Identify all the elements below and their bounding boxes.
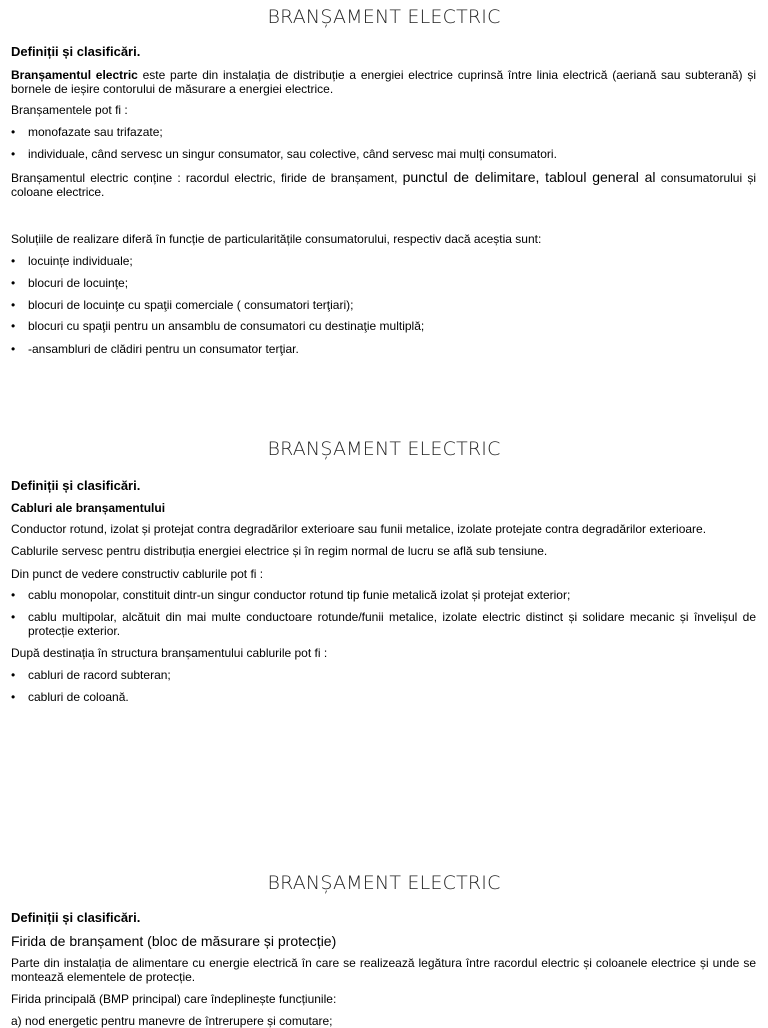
bullet-icon: • <box>11 254 16 268</box>
slide-3 <box>0 864 768 1028</box>
bullet-icon: • <box>11 342 16 356</box>
paragraph: Conductor rotund, izolat și protejat contra degradărilor exterioare sau funii metalice, izolate protejate contra degradărilor exterioare. <box>11 522 707 536</box>
bullet-icon: • <box>11 668 16 682</box>
bullet-icon: • <box>11 690 16 704</box>
contains-paragraph: Branșamentul electric conține : racordul electric, firide de branșament, punctul de delimitare, tabloul general al consumatorului și coloane electrice. <box>11 169 756 199</box>
paragraph: După destinația în structura branșamentului cablurile pot fi : <box>11 646 328 660</box>
section-heading: Definiții și clasificări. <box>11 478 141 493</box>
list-item: • cabluri de racord subteran; <box>11 668 171 682</box>
sub-heading: Firida de branșament (bloc de măsurare și protecție) <box>11 933 337 949</box>
list-item: • -ansambluri de clădiri pentru un consumator terţiar. <box>11 342 299 356</box>
slide-title: BRANȘAMENT ELECTRIC <box>267 872 501 894</box>
list-item: • blocuri cu spaţii pentru un ansamblu de consumatori cu destinaţie multiplă; <box>11 319 425 333</box>
sub-heading: Cabluri ale branșamentului <box>11 501 166 515</box>
list-item: • monofazate sau trifazate; <box>11 125 163 139</box>
types-intro: Branșamentele pot fi : <box>11 103 128 117</box>
bullet-icon: • <box>11 125 16 139</box>
section-heading: Definiții și clasificări. <box>11 910 141 925</box>
definition-text: este parte din instalația de distribuție a energiei electrice cuprinsă între linia electrică (aeriană sau subterană) și bornele de ieșire contorului de măsurare a energiei electrice. <box>11 68 756 96</box>
definition-term: Branșamentul electric <box>11 68 138 82</box>
section-heading: Definiții și clasificări. <box>11 44 141 59</box>
bullet-icon: • <box>11 319 16 333</box>
slide-title: BRANȘAMENT ELECTRIC <box>267 6 501 28</box>
bullet-icon: • <box>11 610 16 624</box>
list-item: • locuințe individuale; <box>11 254 133 268</box>
list-item: • individuale, când servesc un singur consumator, sau colective, când servesc mai mulți consumatori. <box>11 147 557 161</box>
bullet-icon: • <box>11 298 16 312</box>
list-item: • cablu monopolar, constituit dintr-un singur conductor rotund tip funie metalică izolat și protejat exterior; <box>11 588 571 602</box>
paragraph: a) nod energetic pentru manevre de întrerupere și comutare; <box>11 1014 333 1028</box>
paragraph: Din punct de vedere constructiv cablurile pot fi : <box>11 567 264 581</box>
solutions-intro: Soluțiile de realizare diferă în funcție de particularitățile consumatorului, respectiv dacă aceștia sunt: <box>11 232 542 246</box>
slide-2 <box>0 432 768 852</box>
definition-paragraph <box>11 68 756 96</box>
paragraph: Cablurile servesc pentru distribuția energiei electrice și în regim normal de lucru se află sub tensiune. <box>11 544 548 558</box>
slide-title: BRANȘAMENT ELECTRIC <box>267 438 501 460</box>
paragraph: Firida principală (BMP principal) care îndeplinește funcțiunile: <box>11 992 337 1006</box>
list-item: • cabluri de coloană. <box>11 690 129 704</box>
list-item: • cablu multipolar, alcătuit din mai multe conductoare rotunde/funii metalice, izolate electric distinct și solidare mecanic și învelișul de protecție exterior. <box>11 610 756 638</box>
list-item: • blocuri de locuințe; <box>11 276 129 290</box>
list-item: • blocuri de locuinţe cu spaţii comerciale ( consumatori terţiari); <box>11 298 354 312</box>
bullet-icon: • <box>11 276 16 290</box>
bullet-icon: • <box>11 588 16 602</box>
slide-1 <box>0 0 768 420</box>
paragraph: Parte din instalația de alimentare cu energie electrică în care se realizează legătura între racordul electric și coloanele electrice și unde se montează elementele de protecție. <box>11 956 756 984</box>
bullet-icon: • <box>11 147 16 161</box>
